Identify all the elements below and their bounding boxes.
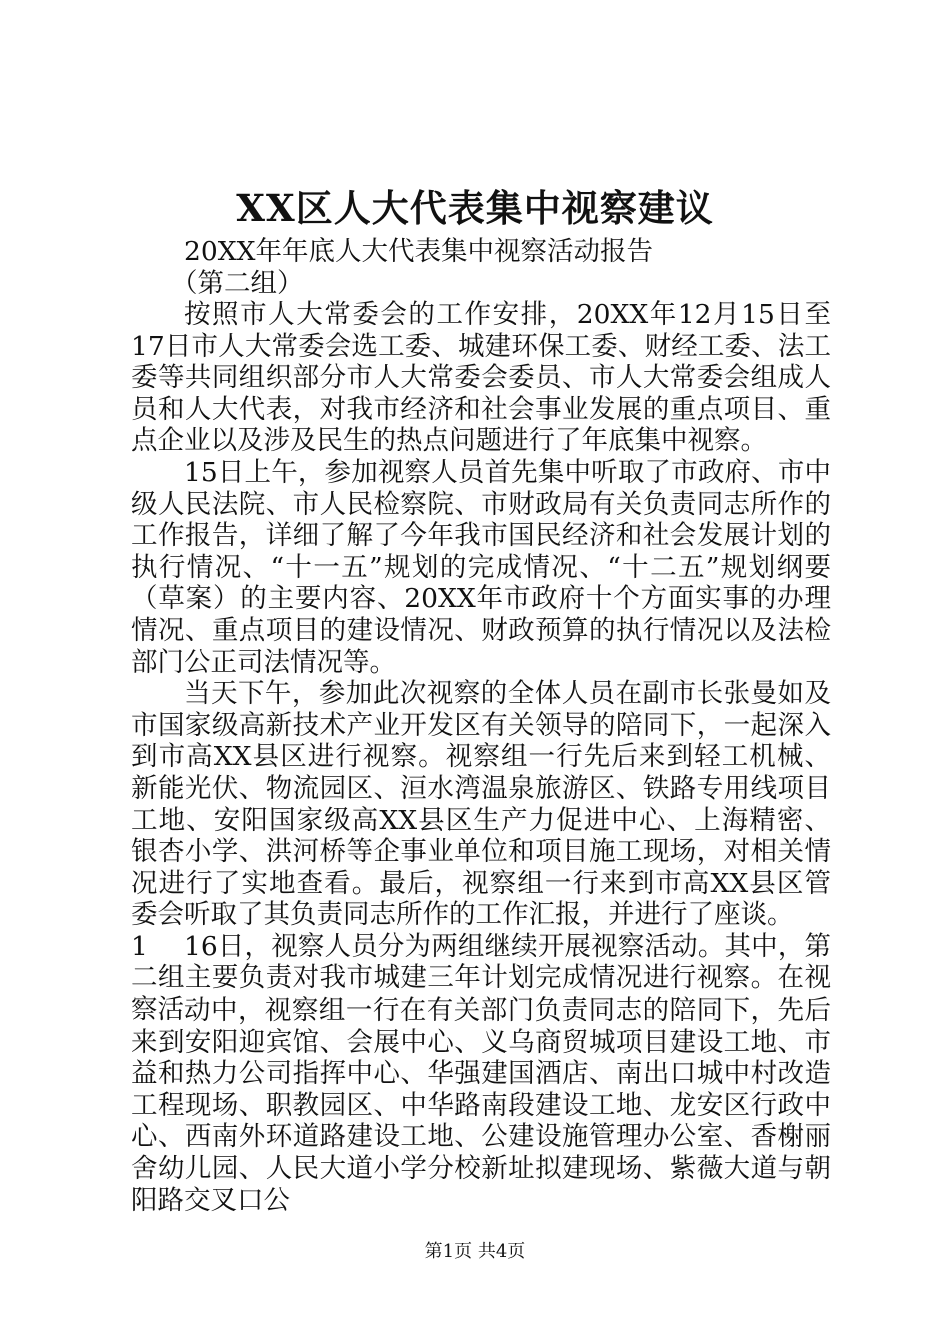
paragraph: 当天下午，参加此次视察的全体人员在副市长张曼如及市国家级高新技术产业开发区有关领导的陪同下，一起深入到市高XX县区进行视察。视察组一行先后来到轻工机械、新能光伏、物流园区、洹水湾温泉旅游区、铁路专用线项目工地、安阳国家级高XX县区生产力促进中心、上海精密、银杏小学、洪河桥等企事业单位和项目施工现场，对相关情况进行了实地查看。最后，视察组一行来到市高XX县区管委会听取了其负责同志所作的工作汇报，并进行了座谈。 — [131, 678, 831, 931]
paragraph-continuation: 动中，视察组一行在有关部门负责同志的陪同下，先后来到安阳迎宾馆、会展中心、义乌商贸城项目建设工地、市益和热力公司指挥中心、华强建国酒店、南出口城中村改造工程现场、职教园区、中华路南段建设工地、龙安区行政中心、西南外环道路建设工地、公建设施管理办公室、香榭丽舍幼儿园、人民大道小学分校新址拟建现场、紫薇大道与朝阳路交叉口公 — [131, 995, 831, 1216]
paragraph: 16日，视察人员分为两组继续开展视察活动。其中，第二组主要负责对我市城建三年计划完成情况进行视察。在视察活 — [131, 930, 831, 1026]
inline-page-number: 1 — [131, 931, 148, 962]
paragraph: 15日上午，参加视察人员首先集中听取了市政府、市中级人民法院、市人民检察院、市财政局有关负责同志所作的工作报告，详细了解了今年我市国民经济和社会发展计划的执行情况、“十一五”规划的完成情况、“十二五”规划纲要（草案）的主要内容、20XX年市政府十个方面实事的办理情况、重点项目的建设情况、财政预算的执行情况以及法检部门公正司法情况等。 — [131, 456, 831, 678]
group-label: （第二组） — [171, 268, 304, 299]
paragraph: 按照市人大常委会的工作安排，20XX年12月15日至17日市人大常委会选工委、城建环保工委、财经工委、法工委等共同组织部分市人大常委会委员、市人大常委会组成人员和人大代表，对我市经济和社会事业发展的重点项目、重点企业以及涉及民生的热点问题进行了年底集中视察。 — [131, 299, 831, 457]
page-footer: 第1页 共4页 — [424, 1241, 526, 1262]
body-text-continued — [131, 995, 831, 1216]
document-title: XX区人大代表集中视察建议 — [236, 186, 714, 230]
body-text — [131, 299, 831, 1026]
report-subtitle: 20XX年年底人大代表集中视察活动报告 — [184, 236, 653, 267]
